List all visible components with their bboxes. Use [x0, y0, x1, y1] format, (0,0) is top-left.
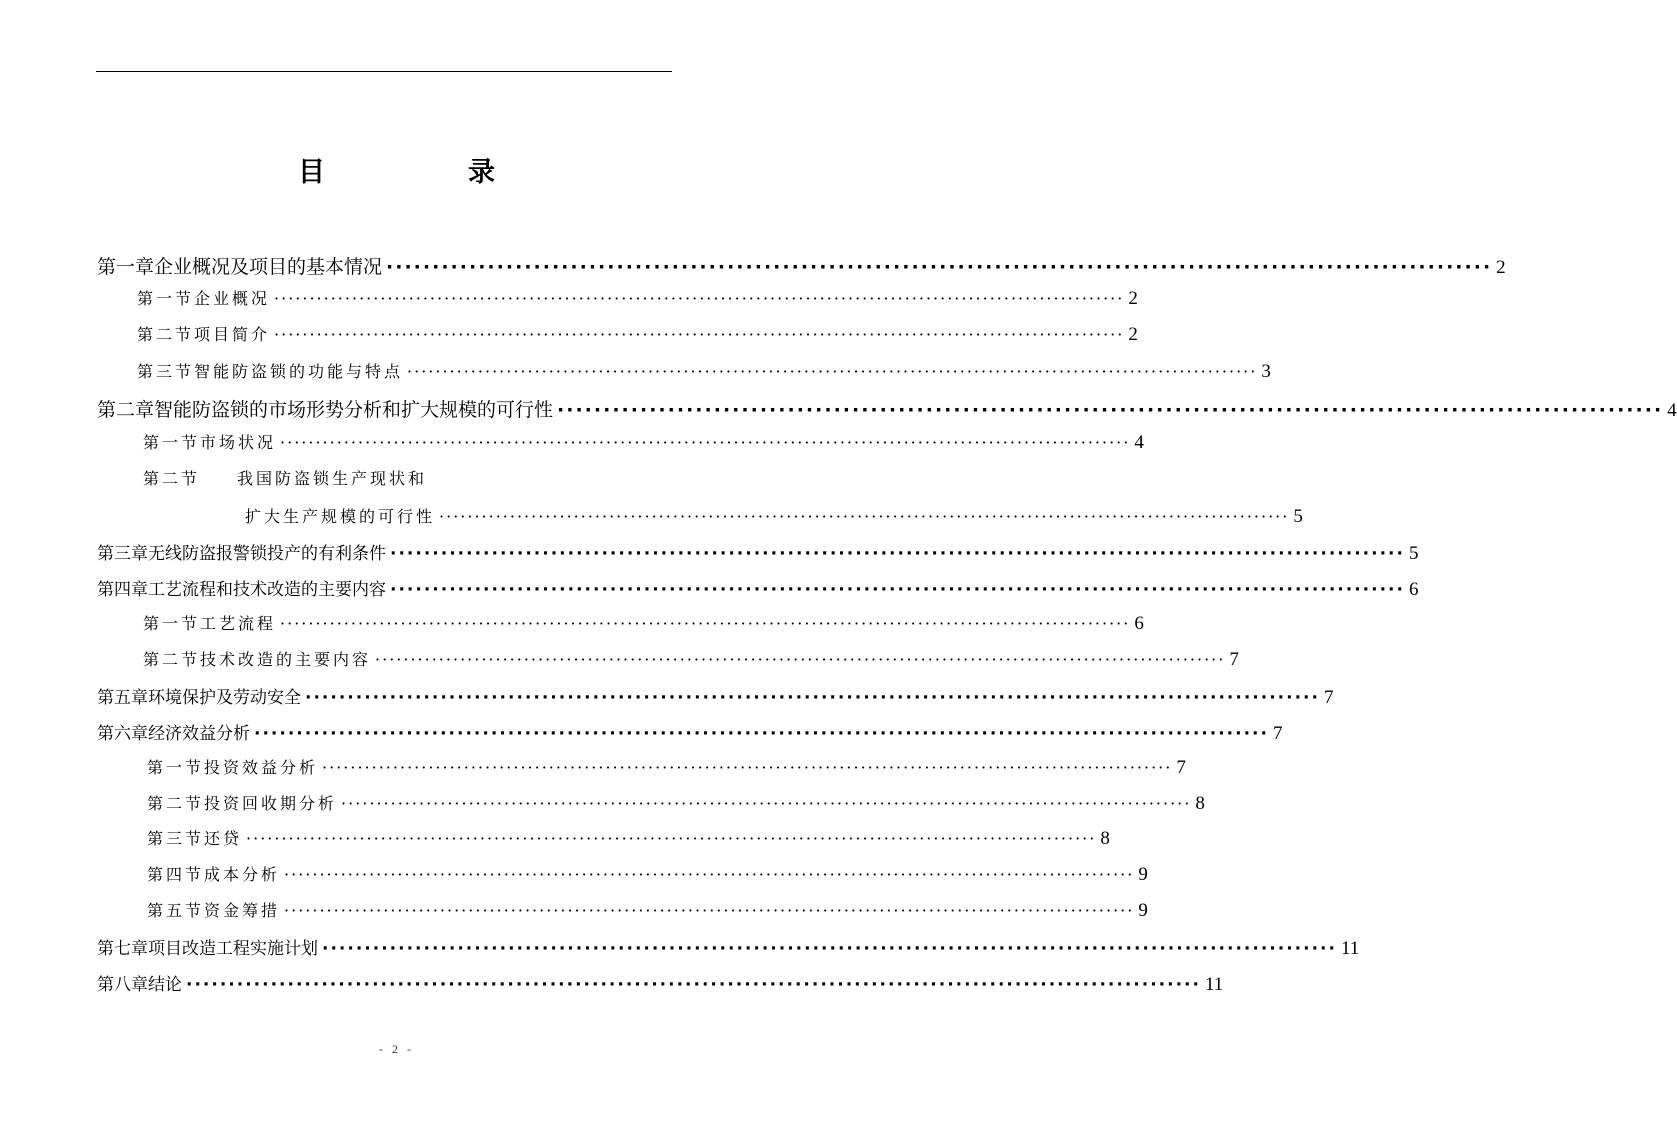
entry-label: 第三节: [147, 829, 205, 848]
dot-leader: ························································································································: [254, 724, 1269, 744]
entry-label: 第一节: [137, 289, 195, 308]
toc-section-entry[interactable]: [143, 466, 670, 490]
toc-section-entry[interactable]: [143, 611, 1147, 635]
entry-title: 项目改造工程实施计划: [148, 939, 318, 959]
entry-label: 第八章: [97, 975, 148, 995]
toc-section-entry[interactable]: [147, 862, 1151, 886]
entry-page-number: 4: [1667, 400, 1677, 421]
entry-title: 技术改造的主要内容: [200, 650, 372, 669]
entry-title: 还贷: [204, 829, 243, 848]
dot-leader: ························································································································: [280, 433, 1131, 452]
entry-title: 智能防盗锁的功能与特点: [194, 362, 404, 381]
dot-leader: ························································································································: [557, 399, 1664, 421]
dot-leader: ························································································································: [322, 939, 1337, 959]
dot-leader: ························································································································: [322, 758, 1173, 777]
entry-page-number: 2: [1128, 324, 1141, 345]
entry-label: 第四章: [97, 580, 148, 600]
toc-chapter-entry[interactable]: [97, 395, 1677, 421]
entry-title: 资金筹措: [204, 901, 281, 920]
toc-section-entry[interactable]: [137, 286, 1141, 310]
entry-label: 第六章: [97, 724, 148, 744]
toc-section-entry[interactable]: [147, 755, 1189, 779]
toc-section-entry[interactable]: [143, 647, 1242, 671]
dot-leader: ························································································································: [284, 865, 1135, 884]
entry-page-number: 8: [1195, 793, 1208, 814]
entry-title: 智能防盗锁的市场形势分析和扩大规模的可行性: [154, 399, 554, 421]
entry-page-number: 8: [1100, 828, 1113, 849]
entry-page-number: 5: [1293, 506, 1306, 527]
entry-page-number: 9: [1138, 864, 1151, 885]
entry-label: 第四节: [147, 865, 205, 884]
toc-chapter-entry[interactable]: [97, 575, 1419, 600]
toc-chapter-entry[interactable]: [97, 934, 1360, 959]
dot-leader: ························································································································: [186, 975, 1201, 995]
dot-leader: ························································································································: [280, 614, 1131, 633]
toc-section-entry[interactable]: [143, 430, 1147, 454]
entry-page-number: 7: [1323, 687, 1334, 708]
toc-chapter-entry[interactable]: [97, 970, 1224, 995]
entry-label: 第一节: [147, 758, 205, 777]
entry-title: 扩大生产规模的可行性: [245, 507, 436, 526]
entry-title: 结论: [148, 975, 182, 995]
entry-page-number: 2: [1496, 257, 1506, 278]
entry-label: 第五章: [97, 688, 148, 708]
dot-leader: ························································································································: [274, 289, 1125, 308]
dot-leader: ························································································································: [341, 794, 1192, 813]
entry-title: 投资回收期分析: [204, 794, 338, 813]
entry-title: 经济效益分析: [148, 724, 250, 744]
page-number-footer: - 2 -: [379, 1042, 414, 1056]
dot-leader: ························································································································: [274, 325, 1125, 344]
entry-title: 项目简介: [194, 325, 271, 344]
entry-label: 第二节: [143, 469, 201, 488]
entry-label: 第二章: [97, 399, 155, 421]
entry-page-number: 2: [1128, 288, 1141, 309]
entry-label: 第三章: [97, 544, 148, 564]
entry-title: 工艺流程和技术改造的主要内容: [148, 580, 386, 600]
entry-label: 第一节: [143, 433, 201, 452]
entry-page-number: 5: [1408, 543, 1419, 564]
toc-section-entry[interactable]: [137, 322, 1141, 346]
toc-chapter-entry[interactable]: [97, 252, 1506, 278]
entry-title: 环境保护及劳动安全: [148, 688, 301, 708]
dot-leader: ························································································································: [375, 650, 1226, 669]
entry-title: 企业概况及项目的基本情况: [154, 256, 383, 278]
entry-page-number: 6: [1408, 579, 1419, 600]
toc-section-entry[interactable]: [147, 898, 1151, 922]
entry-page-number: 3: [1261, 361, 1274, 382]
dot-leader: ························································································································: [390, 580, 1405, 600]
dot-leader: ························································································································: [439, 507, 1290, 526]
toc-chapter-entry[interactable]: [97, 539, 1419, 564]
toc-section-entry[interactable]: [147, 791, 1208, 815]
entry-title: 市场状况: [200, 433, 277, 452]
entry-label: 第二节: [143, 650, 201, 669]
entry-page-number: 7: [1176, 757, 1189, 778]
dot-leader: ························································································································: [386, 256, 1493, 278]
entry-label: 第五节: [147, 901, 205, 920]
entry-page-number: 7: [1272, 723, 1283, 744]
toc-chapter-entry[interactable]: [97, 683, 1334, 708]
entry-label: 第一章: [97, 256, 155, 278]
entry-label: 第三节: [137, 362, 195, 381]
entry-label: 第二节: [147, 794, 205, 813]
dot-leader: ························································································································: [390, 544, 1405, 564]
toc-section-entry[interactable]: [245, 504, 1306, 528]
entry-page-number: 6: [1134, 613, 1147, 634]
entry-page-number: 4: [1134, 432, 1147, 453]
entry-title: 无线防盗报警锁投产的有利条件: [148, 544, 386, 564]
entry-title: 投资效益分析: [204, 758, 319, 777]
entry-title: 工艺流程: [200, 614, 277, 633]
entry-page-number: 9: [1138, 900, 1151, 921]
toc-title-right: 录: [468, 157, 495, 188]
dot-leader: ························································································································: [407, 362, 1258, 381]
dot-leader: ························································································································: [284, 901, 1135, 920]
entry-label: 第七章: [97, 939, 148, 959]
entry-label: 第二节: [137, 325, 195, 344]
dot-leader: ························································································································: [246, 829, 1097, 848]
entry-title: 企业概况: [194, 289, 271, 308]
toc-section-entry[interactable]: [147, 826, 1113, 850]
entry-title: 成本分析: [204, 865, 281, 884]
entry-label: 第一节: [143, 614, 201, 633]
toc-section-entry[interactable]: [137, 359, 1274, 383]
dot-leader: ························································································································: [305, 688, 1320, 708]
entry-page-number: 7: [1229, 649, 1242, 670]
header-rule: [96, 71, 672, 72]
entry-page-number: 11: [1340, 938, 1360, 959]
entry-title: 我国防盗锁生产现状和: [237, 469, 428, 488]
toc-chapter-entry[interactable]: [97, 719, 1283, 744]
toc-title-left: 目: [298, 157, 325, 188]
entry-page-number: 11: [1204, 974, 1224, 995]
